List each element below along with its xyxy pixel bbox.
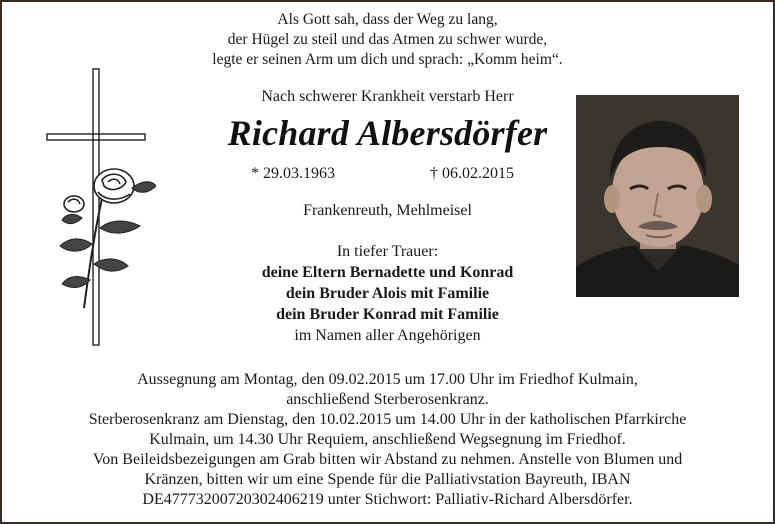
poem-line: legte er seinen Arm um dich und sprach: „Komm heim“. <box>212 51 563 68</box>
deceased-name: Richard Albersdörfer <box>227 113 548 153</box>
detail-line: anschließend Sterberosenkranz. <box>286 391 489 408</box>
detail-line: Kränzen, bitten wir um eine Spende für die Palliativstation Bayreuth, IBAN <box>144 471 631 488</box>
poem <box>2 10 773 70</box>
cross-with-rose-icon <box>46 68 156 348</box>
detail-line: Von Beileidsbezeigungen am Grab bitten wir Abstand zu nehmen. Anstelle von Blumen und <box>92 451 683 468</box>
portrait-illustration <box>576 95 739 297</box>
death-date: † 06.02.2015 <box>430 165 514 182</box>
mourner-line: dein Bruder Konrad mit Familie <box>276 306 499 323</box>
service-details <box>2 370 773 510</box>
detail-line: Sterberosenkranz am Dienstag, den 10.02.2015 um 14.00 Uhr in der katholischen Pfarrkirche <box>88 411 687 428</box>
mourning-closing: im Namen aller Angehörigen <box>294 327 481 344</box>
portrait-photo <box>576 95 739 297</box>
poem-line: der Hügel zu steil und das Atmen zu schwer wurde, <box>227 31 548 48</box>
intro-text: Nach schwerer Krankheit verstarb Herr <box>261 88 514 105</box>
detail-line: Aussegnung am Montag, den 09.02.2015 um 17.00 Uhr im Friedhof Kulmain, <box>137 371 638 388</box>
mourner-line: dein Bruder Alois mit Familie <box>285 285 490 302</box>
poem-line: Als Gott sah, dass der Weg zu lang, <box>277 11 498 28</box>
birth-date: * 29.03.1963 <box>251 165 335 182</box>
detail-line: DE47773200720302406219 unter Stichwort: Palliativ-Richard Albersdörfer. <box>142 491 633 508</box>
detail-line: Kulmain, um 14.30 Uhr Requiem, anschließend Wegsegnung im Friedhof. <box>149 431 626 448</box>
mourner-line: deine Eltern Bernadette und Konrad <box>261 264 514 281</box>
mourning-heading: In tiefer Trauer: <box>336 243 439 260</box>
residence: Frankenreuth, Mehlmeisel <box>303 202 472 219</box>
